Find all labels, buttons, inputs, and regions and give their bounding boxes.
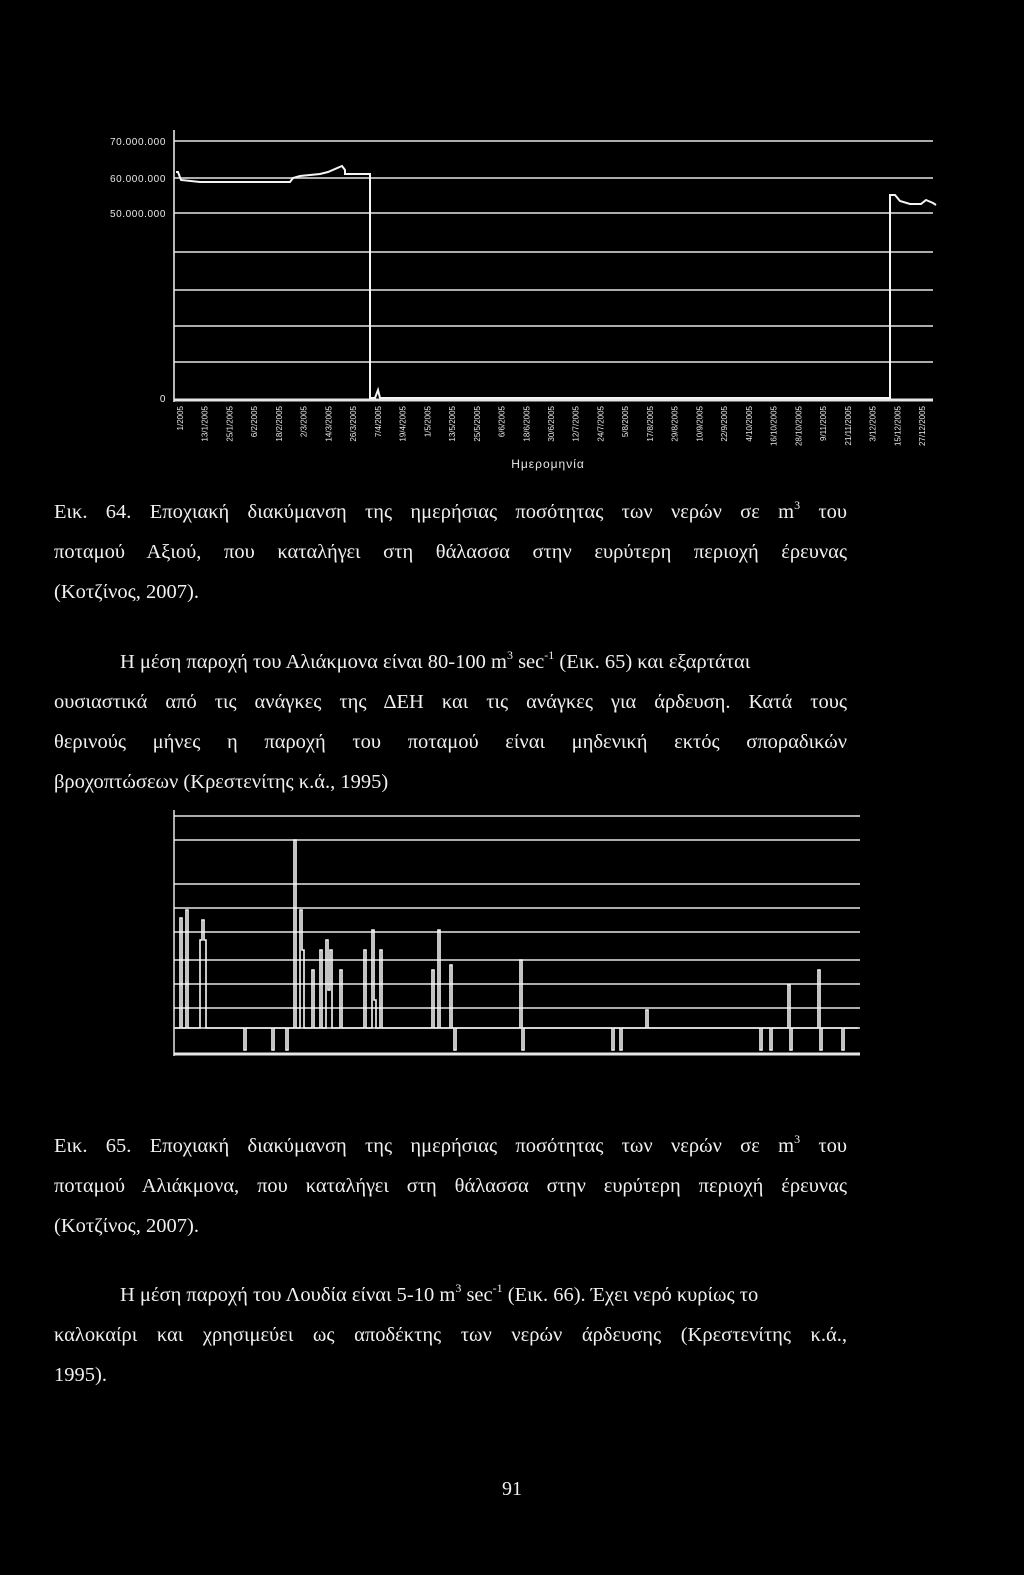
figure-64-x-tick-label: 1/5/2005 bbox=[423, 406, 433, 438]
figure-64-x-tick-label: 26/3/2005 bbox=[349, 406, 359, 442]
figure-64-x-tick-label: 19/4/2005 bbox=[398, 406, 408, 442]
figure-64-x-tick-label: 21/11/2005 bbox=[843, 406, 853, 446]
figure-64-x-tick-label: 4/10/2005 bbox=[744, 406, 754, 442]
figure-65-chart bbox=[0, 800, 1024, 1070]
figure-64-x-tick-label: 2/3/2005 bbox=[299, 406, 309, 438]
figure-64-caption: Εικ. 64. Εποχιακή διακύμανση της ημερήσιας ποσότητας των νερών σε $m^3$ του ποταμού Αξιού, που καταλήγει στη θάλασσα στην ευρύτερη περιοχή έρευνας (Κοτζίνος, 2007). bbox=[54, 498, 848, 603]
figure-64-x-tick-label: 22/9/2005 bbox=[720, 406, 730, 442]
figure-64-x-tick-label: 6/6/2005 bbox=[497, 406, 507, 438]
figure-64-x-tick-label: 18/6/2005 bbox=[522, 406, 532, 442]
figure-64-x-tick-label: 29/8/2005 bbox=[670, 406, 680, 442]
figure-64-x-tick-label: 15/12/2005 bbox=[893, 406, 903, 447]
figure-64-x-tick-label: 14/3/2005 bbox=[324, 406, 334, 442]
figure-64-y-tick-label: 60.000.000 bbox=[109, 174, 166, 185]
figure-64-x-tick-label: 6/2/2005 bbox=[250, 406, 260, 438]
figure-64-x-tick-label: 25/1/2005 bbox=[225, 406, 235, 442]
figure-64-x-tick-label: 10/9/2005 bbox=[695, 406, 705, 442]
figure-64-x-tick-label: 1/2005 bbox=[176, 406, 185, 431]
figure-64-x-tick-label: 3/12/2005 bbox=[868, 406, 878, 442]
figure-64-x-tick-label: 12/7/2005 bbox=[571, 406, 581, 442]
figure-64-x-tick-label: 13/5/2005 bbox=[448, 406, 458, 442]
figure-64-x-tick-label: 24/7/2005 bbox=[596, 406, 606, 442]
figure-64-x-tick-label: 28/10/2005 bbox=[794, 406, 804, 447]
figure-64-x-tick-label: 7/4/2005 bbox=[373, 406, 383, 438]
figure-64-series-line bbox=[176, 166, 936, 398]
figure-64-x-tick-label: 27/12/2005 bbox=[918, 406, 927, 447]
figure-64-x-tick-label: 18/2/2005 bbox=[274, 406, 284, 442]
page-number: 91 bbox=[502, 1478, 522, 1500]
figure-64-xlabel: Ημερομηνία bbox=[511, 457, 585, 471]
figure-64-x-tick-label: 16/10/2005 bbox=[769, 406, 779, 447]
figure-64-y-tick-label: 70.000.000 bbox=[109, 137, 166, 148]
figure-64-x-tick-label: 9/11/2005 bbox=[819, 406, 829, 441]
paragraph-loudias: Η μέση παροχή του Λουδία είναι 5-10 $m^3$ $\sec^{-1} (E\iota\kappa$. 66). Έχει νερό κυρίως το καλοκαίρι και χρησιμεύει ως αποδέκτης των νερών άρδευσης (Κρεστενίτης κ.ά., 1995). bbox=[54, 1281, 847, 1386]
figure-65-caption: Εικ. 65. Εποχιακή διακύμανση της ημερήσιας ποσότητας των νερών σε $m^3$ του ποταμού Αλιάκμονα, που καταλήγει στη θάλασσα στην ευρύτερη περιοχή έρευνας (Κοτζίνος, 2007). bbox=[54, 1132, 848, 1237]
paragraph-aliakmonas: Η μέση παροχή του Αλιάκμονα είναι 80-100 $m^3$ $\sec^{-1} (E\iota\kappa$. 65) και εξαρτάται ουσιαστικά από τις ανάγκες της ΔΕΗ και τις ανάγκες για άρδευση. Κατά τους θερινούς μήνες η παροχή του ποταμού είναι μηδενική εκτός σποραδικών βροχοπτώσεων (Κρεστενίτης κ.ά., 1995) bbox=[54, 648, 847, 793]
figure-64-x-tick-label: 30/6/2005 bbox=[547, 406, 556, 442]
figure-64-y-tick-label: 0 bbox=[159, 394, 166, 405]
figure-64-y-tick-label: 50.000.000 bbox=[109, 209, 166, 220]
figure-64-x-tick-label: 25/5/2005 bbox=[472, 406, 482, 442]
figure-65-series-line bbox=[175, 840, 858, 1050]
figure-64-x-tick-label: 5/8/2005 bbox=[621, 406, 631, 438]
figure-64-x-tick-label: 17/8/2005 bbox=[645, 406, 655, 442]
figure-64-chart bbox=[0, 0, 1024, 480]
figure-64-x-tick-label: 13/1/2005 bbox=[200, 406, 210, 442]
